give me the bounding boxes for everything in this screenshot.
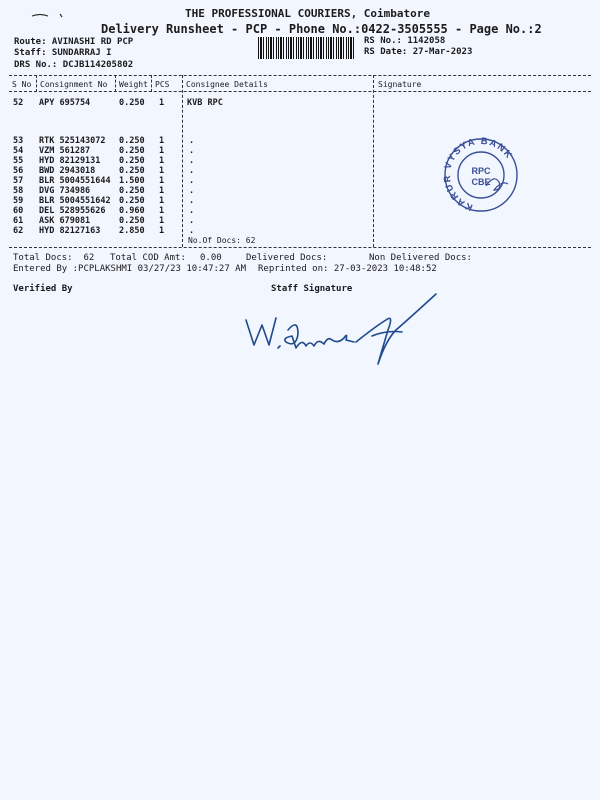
table-row	[0, 136, 380, 146]
cell-sno: 61	[13, 216, 24, 226]
cell-sno: 54	[13, 146, 24, 156]
delivered-docs: Delivered Docs:	[246, 253, 328, 263]
cell-pcs: 1	[159, 216, 165, 226]
col-divider	[115, 75, 116, 92]
cell-pcs: 1	[159, 136, 165, 146]
cell-details: .	[189, 216, 195, 226]
cell-consignment: DEL 528955626	[39, 206, 106, 216]
staff-signature	[236, 290, 446, 370]
cell-consignment: BWD 2943018	[39, 166, 96, 176]
col-divider	[36, 75, 37, 92]
cell-details: .	[189, 146, 195, 156]
cell-consignment: APY 695754	[39, 98, 91, 108]
table-row	[0, 226, 380, 236]
staff: Staff: SUNDARRAJ I	[14, 48, 112, 58]
cell-weight: 2.850	[119, 226, 145, 236]
bank-stamp	[436, 134, 526, 214]
cell-details: .	[189, 136, 195, 146]
stamp-center-line1: RPC	[471, 166, 491, 176]
cell-consignment: DVG 734986	[39, 186, 91, 196]
scan-mark-icon	[30, 10, 70, 22]
cell-pcs: 1	[159, 186, 165, 196]
cell-pcs: 1	[159, 226, 165, 236]
cell-details: .	[189, 226, 195, 236]
reprinted-on: Reprinted on: 27-03-2023 10:48:52	[258, 264, 437, 274]
table-row	[0, 186, 380, 196]
cell-consignment: VZM 561287	[39, 146, 91, 156]
col-header-sno: S No	[12, 80, 32, 89]
cell-sno: 56	[13, 166, 24, 176]
cell-sno: 57	[13, 176, 24, 186]
col-header-weight: Weight	[119, 80, 148, 89]
col-header-signature: Signature	[378, 80, 422, 89]
table-row	[0, 166, 380, 176]
cell-details: .	[189, 206, 195, 216]
total-docs: Total Docs: 62	[13, 253, 95, 263]
cell-pcs: 1	[159, 98, 165, 108]
rs-number: RS No.: 1142058	[364, 36, 446, 46]
barcode	[258, 37, 354, 59]
cell-details: KVB RPC	[187, 98, 223, 108]
company-title: THE PROFESSIONAL COURIERS, Coimbatore	[185, 7, 431, 20]
cell-sno: 53	[13, 136, 24, 146]
cell-sno: 60	[13, 206, 24, 216]
cell-sno: 58	[13, 186, 24, 196]
col-header-pcs: PCS	[155, 80, 170, 89]
cell-weight: 0.250	[119, 136, 145, 146]
cell-consignment: BLR 5004551642	[39, 196, 111, 206]
table-row	[0, 98, 380, 108]
cell-consignment: RTK 525143072	[39, 136, 106, 146]
cell-pcs: 1	[159, 156, 165, 166]
cell-sno: 55	[13, 156, 24, 166]
cell-weight: 0.250	[119, 146, 145, 156]
cell-pcs: 1	[159, 146, 165, 156]
cell-details: .	[189, 166, 195, 176]
table-row	[0, 196, 380, 206]
cell-sno: 62	[13, 226, 24, 236]
col-header-consignee: Consignee Details	[186, 80, 268, 89]
entered-by: Entered By :PCPLAKSHMI 03/27/23 10:47:27 AM	[13, 264, 246, 274]
table-header-rule	[9, 91, 591, 92]
cell-details: .	[189, 156, 195, 166]
rs-date: RS Date: 27-Mar-2023	[364, 47, 473, 57]
col-header-consignment: Consignment No	[40, 80, 108, 89]
verified-by: Verified By	[13, 284, 73, 294]
cell-sno: 59	[13, 196, 24, 206]
table-row	[0, 156, 380, 166]
staff-signature-label: Staff Signature	[271, 284, 353, 294]
table-row	[0, 146, 380, 156]
total-cod-value: 0.00	[200, 253, 222, 263]
cell-pcs: 1	[159, 196, 165, 206]
cell-details: .	[189, 176, 195, 186]
stamp-ring-text: KARUR VYSYA BANK	[441, 135, 515, 213]
cell-weight: 0.250	[119, 98, 145, 108]
drs-number: DRS No.: DCJB114205802	[14, 60, 134, 70]
col-divider	[151, 75, 152, 92]
cell-weight: 0.960	[119, 206, 145, 216]
total-cod-label: Total COD Amt:	[110, 253, 186, 263]
cell-consignment: ASK 679081	[39, 216, 91, 226]
cell-details: .	[189, 196, 195, 206]
cell-consignment: HYD 82127163	[39, 226, 101, 236]
cell-pcs: 1	[159, 176, 165, 186]
cell-pcs: 1	[159, 166, 165, 176]
non-delivered-docs: Non Delivered Docs:	[369, 253, 472, 263]
table-row	[0, 176, 380, 186]
cell-weight: 0.250	[119, 156, 145, 166]
table-top-rule	[9, 75, 591, 76]
cell-details: .	[189, 186, 195, 196]
stamp-center-line2: CBE	[471, 177, 491, 187]
cell-consignment: BLR 5004551644	[39, 176, 111, 186]
cell-weight: 0.250	[119, 186, 145, 196]
runsheet-subtitle: Delivery Runsheet - PCP - Phone No.:0422-3505555 - Page No.:2	[101, 22, 542, 36]
cell-sno: 52	[13, 98, 24, 108]
no-of-docs: No.Of Docs: 62	[188, 236, 256, 245]
table-bottom-rule	[9, 247, 591, 248]
route: Route: AVINASHI RD PCP	[14, 37, 134, 47]
cell-weight: 0.250	[119, 216, 145, 226]
cell-pcs: 1	[159, 206, 165, 216]
table-row	[0, 216, 380, 226]
cell-weight: 0.250	[119, 196, 145, 206]
cell-consignment: HYD 82129131	[39, 156, 101, 166]
cell-weight: 1.500	[119, 176, 145, 186]
table-row	[0, 206, 380, 216]
cell-weight: 0.250	[119, 166, 145, 176]
